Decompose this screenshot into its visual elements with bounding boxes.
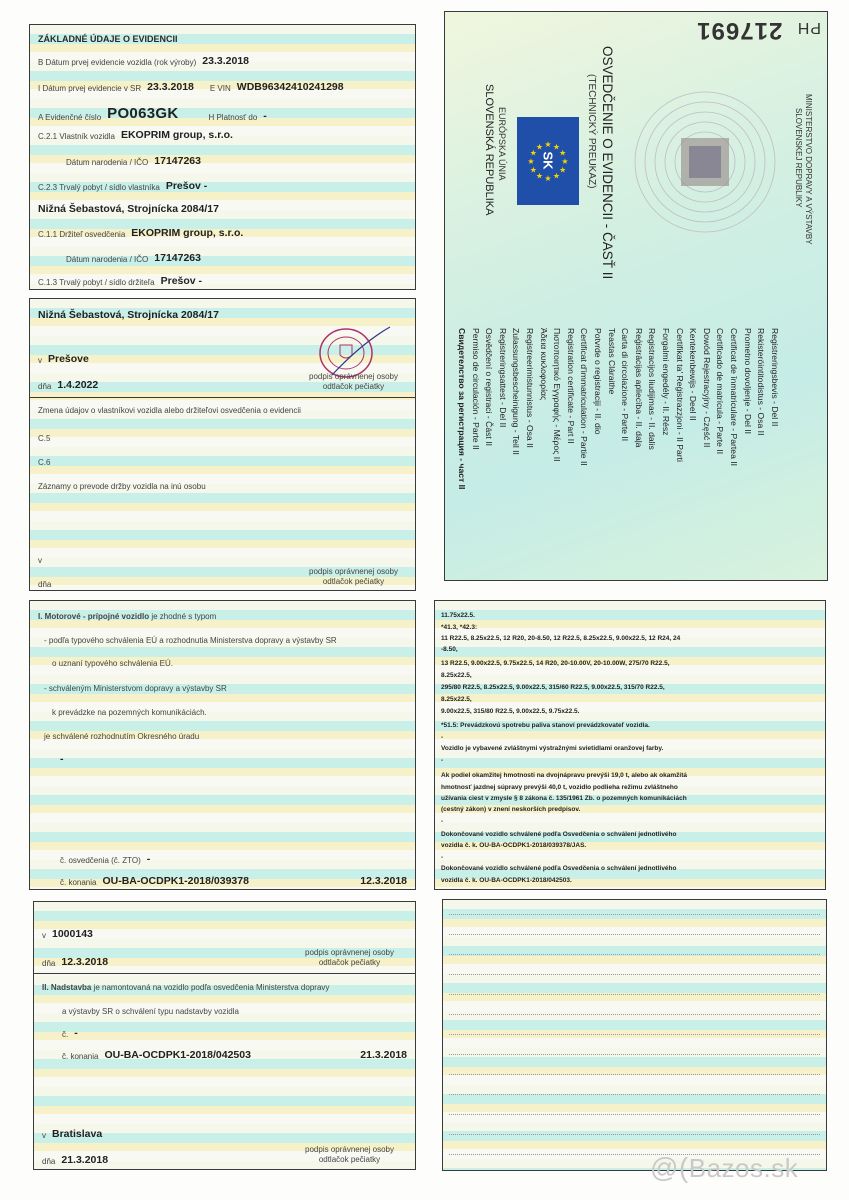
remark-line: 295/80 R22.5, 8.25x22.5, 9.00x22.5, 315/60 R22.5, 9.00x22.5, 315/70 R22.5, xyxy=(441,684,665,691)
body-approval-panel: v 1000143 dňa 12.3.2018 podpis oprávnenej osoby odtlačok pečiatky II. Nadstavba je namontovaná na vozidlo podľa osvedčenia Ministerstva dopravy a výstavby SR o schválení typu nadstavby vozidla č. - č. konania OU-BA-OCDPK1-2018/042503 21.3.2018 v Bratislava dňa 21.3.2018 podpis oprávnenej osoby odtlačok pečiatky xyxy=(33,901,416,1170)
cert-number-label: č. xyxy=(62,1030,69,1039)
type-approval-line: - podľa typového schválenia EÚ a rozhodnutia Ministerstva dopravy a výstavby SR xyxy=(44,636,337,645)
holder-label: C.1.1 Držiteľ osvedčenia xyxy=(38,230,126,239)
c5-label: C.5 xyxy=(38,434,51,443)
remark-line: - xyxy=(441,734,444,741)
body-statement: II. Nadstavba je namontovaná na vozidlo podľa osvedčenia Ministerstva dopravy xyxy=(42,983,330,992)
road-operation-line: k prevádzke na pozemných komunikáciách. xyxy=(52,708,207,717)
language-entry: Άδεια κυκλοφορίας xyxy=(538,328,549,401)
plate-label: A Evidenčné číslo xyxy=(38,113,102,122)
vin-value: WDB96342410241298 xyxy=(236,81,344,93)
ministry-line1: MINISTERSTVO DOPRAVY A VÝSTAVBY xyxy=(804,94,813,245)
district-dash: - xyxy=(60,753,64,765)
eu-star-icon: ★ xyxy=(559,148,567,158)
basic-data-title: ZÁKLADNÉ ÚDAJE O EVIDENCII xyxy=(38,34,178,44)
place-value: Prešove xyxy=(48,353,89,365)
blank-line xyxy=(449,934,820,935)
holder-ico-value: 17147263 xyxy=(154,252,201,264)
language-entry: Permiso de circulación - Parte II xyxy=(470,328,481,450)
proceeding-label: č. konania xyxy=(60,878,97,887)
remark-line: Vozidlo je vybavené zvláštnymi výstražnými svietidlami oranžovej farby. xyxy=(441,745,664,752)
eu-star-icon: ★ xyxy=(527,157,535,166)
place2-label: v xyxy=(38,556,42,565)
plate-value: PO063GK xyxy=(107,105,179,122)
blank-line xyxy=(449,1134,820,1135)
remark-line: 13 R22.5, 9.00x22.5, 9.75x22.5, 14 R20, 20-10.00V, 20-10.00W, 275/70 R22.5, xyxy=(441,660,670,667)
holder-street-value: Nižná Šebastová, Strojnícka 2084/17 xyxy=(38,309,219,321)
language-entry: Certifikat ta' Reġistrazzjoni - II Parti xyxy=(674,328,685,462)
blank-line xyxy=(449,1074,820,1075)
language-entry: Registreerimistunnistus - Osa II xyxy=(525,328,535,448)
remark-line: Ak podiel okamžitej hmotnosti na dvojnápravu prevýši 19,0 t, alebo ak okamžitá xyxy=(441,772,687,779)
c6-label: C.6 xyxy=(38,458,51,467)
signature3-caption: podpis oprávnenej osoby odtlačok pečiatky xyxy=(305,948,394,967)
owner-ico-label: Dátum narodenia / IČO xyxy=(66,158,149,167)
language-entry: Kentekenbewijs - Deel II xyxy=(688,328,699,421)
remark-line: - xyxy=(441,818,444,825)
eu-star-icon: ★ xyxy=(544,174,552,183)
language-entry: Prometno dovoljenje - Del II xyxy=(742,328,753,435)
remark-line: - xyxy=(441,757,444,764)
remark-line: 8.25x22.5, xyxy=(441,696,472,703)
basic-data-panel xyxy=(29,24,416,290)
language-entry: Teastas Cláraithe xyxy=(606,328,617,395)
language-entry: Certificado de matrícula - Parte II xyxy=(715,328,726,455)
blank-line xyxy=(449,954,820,955)
eu-star-icon: ★ xyxy=(559,165,567,175)
ministry-line2: SLOVENSKEJ REPUBLIKY xyxy=(794,108,803,208)
place3-value: Bratislava xyxy=(52,1128,103,1140)
type-approval-line2: o uznaní typového schválenia EÚ. xyxy=(52,659,173,668)
eu-label: EURÓPSKA ÚNIA xyxy=(497,107,507,181)
owner-street-value: Nižná Šebastová, Strojnícka 2084/17 xyxy=(38,203,219,215)
language-entry: Свидетелство за регистрация - част II xyxy=(457,328,467,490)
remark-line: 8.25x22.5, xyxy=(441,672,472,679)
validity-value: - xyxy=(263,110,267,122)
remark-line: - xyxy=(441,854,444,861)
owner-label: C.2.1 Vlastník vozidla xyxy=(38,132,115,141)
ministry-approval-line: - schváleným Ministerstvom dopravy a výstavby SR xyxy=(44,684,227,693)
owner-city-value: Prešov - xyxy=(165,180,208,192)
place3-label: v xyxy=(42,1131,46,1140)
first-registration-value: 23.3.2018 xyxy=(202,55,249,67)
blank-remarks-panel xyxy=(442,899,827,1171)
first-registration-label: B Dátum prvej evidencie vozidla (rok výroby) xyxy=(38,58,197,67)
blank-line xyxy=(449,914,820,915)
eu-star-icon: ★ xyxy=(552,171,561,181)
proceeding2-label: č. konania xyxy=(62,1052,99,1061)
language-entry: Πιστοποιητικό Εγγραφής - Μέρος II xyxy=(552,328,563,462)
remark-line: -8.50, xyxy=(441,646,458,653)
date-label: dňa xyxy=(38,382,52,391)
language-entry: Registreringsbevis - Del II xyxy=(769,328,780,427)
remark-line: *51.5: Prevádzkovú spotrebu paliva stanoví prevádzkovateľ vozidla. xyxy=(441,722,650,729)
remark-line: Dokončované vozidlo schválené podľa Osvedčenia o schválení jednotlivého xyxy=(441,831,677,838)
blank-line xyxy=(449,974,820,975)
language-entry: Zulassungsbescheinigung - Teil II xyxy=(511,328,522,455)
holder-address-label: C.1.3 Trvalý pobyt / sídlo držiteľa xyxy=(38,278,155,287)
language-entry: Certificat de înmatriculare - Partea II xyxy=(729,328,739,467)
eu-star-icon: ★ xyxy=(544,140,552,149)
eu-star-icon: ★ xyxy=(529,148,537,158)
transfer-title: Záznamy o prevode držby vozidla na inú osobu xyxy=(38,482,206,491)
owner-value: EKOPRIM group, s.r.o. xyxy=(120,129,233,141)
language-entry: Reģistrācijas apliecība - II. daļa xyxy=(633,328,644,448)
vehicle-type-panel xyxy=(29,600,416,890)
bazos-watermark: @(Bazos.sk xyxy=(650,1152,799,1183)
proceeding2-date: 21.3.2018 xyxy=(360,1049,407,1061)
serial-number: PH 217691 xyxy=(696,17,821,44)
remark-line: 11.75x22.5. xyxy=(441,612,475,619)
eu-star-icon: ★ xyxy=(535,142,544,152)
remark-line: hmotnosť jazdnej súpravy prevýši 40,0 t, vozidlo podlieha režimu zvláštneho xyxy=(441,784,678,791)
validity-label: H Platnosť do xyxy=(208,113,258,122)
owner-address-label: C.2.3 Trvalý pobyt / sídlo vlastníka xyxy=(38,183,160,192)
remark-line: (cestný zákon) v znení neskorších predpisov. xyxy=(441,806,581,813)
republic-label: SLOVENSKÁ REPUBLIKA xyxy=(483,84,495,216)
cover-subtitle: (TECHNICKÝ PREUKAZ) xyxy=(586,74,597,189)
remark-line: vozidla č. k. OU-BA-OCDPK1-2018/042503. xyxy=(441,877,572,884)
date3-label: dňa xyxy=(42,959,56,968)
language-entry: Registracijos liudijimas - II. dalis xyxy=(647,328,658,450)
at-icon: @( xyxy=(650,1152,689,1183)
vin-label: E VIN xyxy=(209,84,231,93)
date4-value: 21.3.2018 xyxy=(61,1154,109,1166)
holder-city-value: Prešov - xyxy=(160,275,203,287)
blank-line xyxy=(449,994,820,995)
remark-line: užívania ciest v zmysle § 8 zákona č. 135/1961 Zb. o pozemných komunikáciách xyxy=(441,795,687,802)
zto-label: č. osvedčenia (č. ZTO) xyxy=(60,856,141,865)
owner-ico-value: 17147263 xyxy=(154,155,201,167)
zto-value: - xyxy=(146,853,151,865)
signature2-caption: podpis oprávnenej osoby odtlačok pečiatky xyxy=(309,567,398,586)
blank-line xyxy=(449,1034,820,1035)
remark-line: 11 R22.5, 8.25x22.5, 12 R20, 20-8.50, 12 R22.5, 8.25x22.5, 9.00x22.5, 12 R24, 24 xyxy=(441,635,681,642)
security-rosette-icon xyxy=(625,82,785,242)
sr-registration-value: 23.3.2018 xyxy=(147,81,194,93)
language-entry: Dowód Rejestracyjny - Część II xyxy=(701,328,712,448)
signature4-caption: podpis oprávnenej osoby odtlačok pečiatky xyxy=(305,1145,394,1164)
language-entry: Osvědčení o registraci - Část II xyxy=(484,328,495,446)
proceeding-date: 12.3.2018 xyxy=(360,875,407,887)
date2-label: dňa xyxy=(38,580,52,589)
holder-ico-label: Dátum narodenia / IČO xyxy=(66,255,149,264)
language-entry: Registration certificate - Part II xyxy=(565,328,576,444)
proceeding2-value: OU-BA-OCDPK1-2018/042503 xyxy=(104,1049,251,1061)
registration-certificate-cover xyxy=(444,11,828,581)
remark-line: 9.00x22.5, 315/80 R22.5, 9.00x22.5, 9.75x22.5. xyxy=(441,708,580,715)
language-entry: Registreringsattest - Del II xyxy=(497,328,508,428)
language-entry: Carta di circolazione - Parte II xyxy=(620,328,631,442)
cover-title: OSVEDČENIE O EVIDENCII - ČASŤ II xyxy=(600,46,615,280)
date-value: 1.4.2022 xyxy=(57,379,99,391)
language-entry: Rekisteröintitodistus - Osa II xyxy=(756,328,767,436)
sr-registration-label: I Dátum prvej evidencie v SR xyxy=(38,84,142,93)
proceeding-value: OU-BA-OCDPK1-2018/039378 xyxy=(102,875,249,887)
district-office-line: je schválené rozhodnutím Okresného úradu xyxy=(44,732,200,741)
remark-line: Dokončované vozidlo schválené podľa Osvedčenia o schválení jednotlivého xyxy=(441,865,677,872)
eu-star-icon: ★ xyxy=(552,142,561,152)
language-entry: Potvrde o registraciji - II. dio xyxy=(593,328,603,435)
language-entry: Forgalmi engedély - II. Rész xyxy=(661,328,671,436)
eu-star-icon: ★ xyxy=(561,157,569,166)
cert-number-value: - xyxy=(74,1027,78,1039)
body-statement-line2: a výstavby SR o schválení typu nadstavby vozidla xyxy=(62,1007,239,1016)
motor-vehicle-statement: I. Motorové - prípojné vozidlo je zhodné s typom xyxy=(38,612,217,621)
remark-line: *41.3, *42.3: xyxy=(441,624,478,631)
number-value: 1000143 xyxy=(52,928,93,940)
owner-change-panel xyxy=(29,298,416,591)
signature-caption: podpis oprávnenej osoby odtlačok pečiatky xyxy=(309,372,398,391)
blank-line xyxy=(449,1094,820,1095)
holder-value: EKOPRIM group, s.r.o. xyxy=(131,227,244,239)
remarks-panel xyxy=(434,600,826,890)
date3-value: 12.3.2018 xyxy=(61,956,109,968)
eu-star-icon: ★ xyxy=(529,165,537,175)
eu-star-icon: ★ xyxy=(535,171,544,181)
blank-line xyxy=(449,1054,820,1055)
place-label: v xyxy=(38,356,42,365)
date4-label: dňa xyxy=(42,1157,56,1166)
language-entry: Certificat d'immatriculation - Partie II xyxy=(579,328,590,466)
eu-flag-icon: ★ ★ ★ ★ ★ ★ ★ ★ ★ ★ ★ ★ SK xyxy=(517,117,579,205)
blank-line xyxy=(449,1114,820,1115)
blank-line xyxy=(449,1014,820,1015)
change-title: Zmena údajov o vlastníkovi vozidla alebo držiteľovi osvedčenia o evidencii xyxy=(38,406,301,415)
remark-line: vozidla č. k. OU-BA-OCDPK1-2018/039378/JAS. xyxy=(441,842,587,849)
